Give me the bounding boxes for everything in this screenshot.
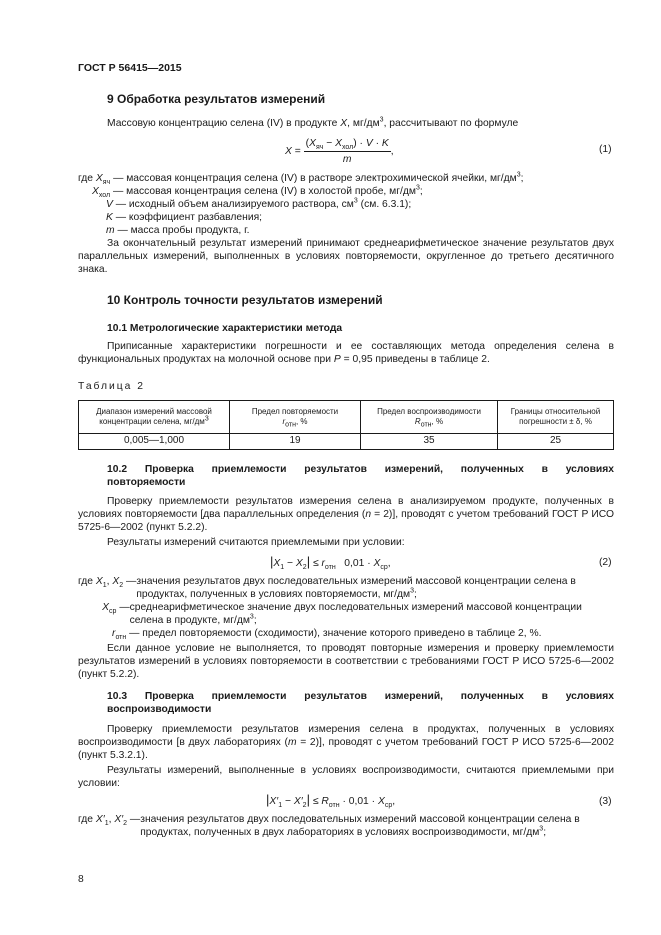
section-10-1-text: Приписанные характеристики погрешности и ее составляющих метода определения селена в функциональных продуктах на молочной основе при P = 0,95 приведены в таблице 2.	[78, 341, 614, 365]
table-2-caption: Таблица 2	[78, 381, 145, 392]
table-header-reproducibility: Предел воспроизводимости $R_{отн}$, %	[361, 401, 498, 434]
formula-2-definitions	[78, 575, 618, 640]
section-10-2-title: 10.2 Проверка приемлемости результатов измерений, полученных в условиях	[107, 464, 614, 475]
table-header-error: Границы относительной погрешности ± δ, %	[498, 401, 614, 434]
formula-fraction: $\frac{(X_{яч} - X_{хол}) \cdot V \cdot K}{m}$	[305, 138, 389, 165]
table-cell-repeatability: 19	[230, 434, 361, 450]
formula-2: $|X_1 - X_2| \le r_{отн}$ $0,01 \cdot X_{ср}$,	[270, 554, 391, 572]
table-2	[78, 400, 614, 450]
table-header-range: Диапазон измерений массовой концентрации селена, $мг/дм^3$	[79, 401, 230, 434]
section-10-title: 10 Контроль точности результатов измерений	[107, 293, 383, 307]
section-10-3-title: 10.3 Проверка приемлемости результатов измерений, полученных в условиях	[107, 691, 614, 702]
section-10-2-p1: Проверку приемлемости результатов измерения селена в анализируемом продукте, полученных в условиях повторяемости [два параллельных определения (n = 2)], проводят с учетом требований ГОСТ Р ИСО 5725-6—2002 (пункт 5.2.2).	[78, 496, 614, 533]
table-cell-range: 0,005—1,000	[79, 434, 230, 450]
def-xyach: где $X_{яч}$ — массовая концентрация селена (IV) в растворе электрохимической ячейки, $мг/дм^3$;	[78, 171, 524, 187]
formula-3-number: (3)	[599, 796, 612, 807]
page-number: 8	[78, 874, 84, 885]
doc-id: ГОСТ Р 56415—2015	[78, 62, 182, 74]
formula-1-number: (1)	[599, 144, 612, 155]
section-9-title: 9 Обработка результатов измерений	[107, 92, 326, 106]
formula-1-definitions	[78, 172, 618, 237]
formula-3-definition: где $X'_1$, $X'_2$ — значения результатов двух последовательных измерений массовой концентрации селена в продуктах, полученных в двух лабораториях в условиях воспроизводимости, $мг/дм^3$;	[78, 814, 580, 838]
def-m: m — масса пробы продукта, г.	[106, 225, 250, 236]
formula-3: $|X'_1 - X'_2| \le R_{отн} \cdot 0,01 \cdot X_{ср}$,	[266, 792, 396, 810]
table-cell-reproducibility: 35	[361, 434, 498, 450]
section-10-3-p2: Результаты измерений, выполненные в условиях воспроизводимости, считаются приемлемыми при условии:	[78, 765, 614, 789]
def-xsr: $X_{ср}$ — среднеарифметическое значение двух последовательных измерений массовой концентрации селена в продукте, $мг/дм^3$;	[102, 602, 582, 626]
table-cell-error: 25	[498, 434, 614, 450]
def-rotn: $r_{отн}$ — предел повторяемости (сходимости), значение которого приведено в таблице 2, %.	[112, 628, 542, 642]
section-10-1-title: 10.1 Метрологические характеристики метода	[107, 323, 343, 334]
section-10-2-p3: Если данное условие не выполняется, то проводят повторные измерения и проверку приемлемости результатов измерений в условиях повторяемости в соответствии с требованиями ГОСТ Р ИСО 5725-6—2002 (пункт 5.2.2).	[78, 643, 614, 680]
section-9-intro: Массовую концентрацию селена (IV) в продукте X, $мг/дм^3$, рассчитывают по формуле	[107, 116, 519, 129]
section-10-3-p1: Проверку приемлемости результатов измерения селена в продуктах, полученных в условиях воспроизводимости [в двух лабораториях (m = 2)], проводят с учетом требований ГОСТ Р ИСО 5725-6—2002 (пункт 5.3.2.1).	[78, 724, 614, 761]
table-row	[79, 434, 614, 450]
def-v: V — исходный объем анализируемого раствора, $см^3$ (см. 6.3.1);	[106, 197, 412, 210]
def-xhol: $X_{хол}$ — массовая концентрация селена (IV) в холостой пробе, $мг/дм^3$;	[92, 184, 423, 200]
table-header-repeatability: Предел повторяемости $r_{отн}$, %	[230, 401, 361, 434]
formula-2-number: (2)	[599, 557, 612, 568]
section-10-3-title-cont: воспроизводимости	[107, 704, 212, 715]
section-9-final: За окончательный результат измерений принимают среднеарифметическое значение результатов двух параллельных измерений, выполненных в условиях повторяемости, округленное до третьего десятичного знака.	[78, 238, 614, 275]
section-10-2-p2: Результаты измерений считаются приемлемыми при условии:	[107, 537, 405, 548]
formula-1: X = $\frac{(X_{яч} - X_{хол}) \cdot V \cdot K}{m}$ ,	[285, 138, 394, 165]
def-x1x2: где $X_1$, $X_2$ — значения результатов двух последовательных измерений массовой концентрации селена в продуктах, полученных в условиях повторяемости, $мг/дм^3$;	[78, 576, 576, 600]
def-k: K — коэффициент разбавления;	[106, 212, 263, 223]
document-header	[78, 62, 182, 75]
table-header-row	[79, 401, 614, 434]
section-10-2-title-cont: повторяемости	[107, 477, 186, 488]
